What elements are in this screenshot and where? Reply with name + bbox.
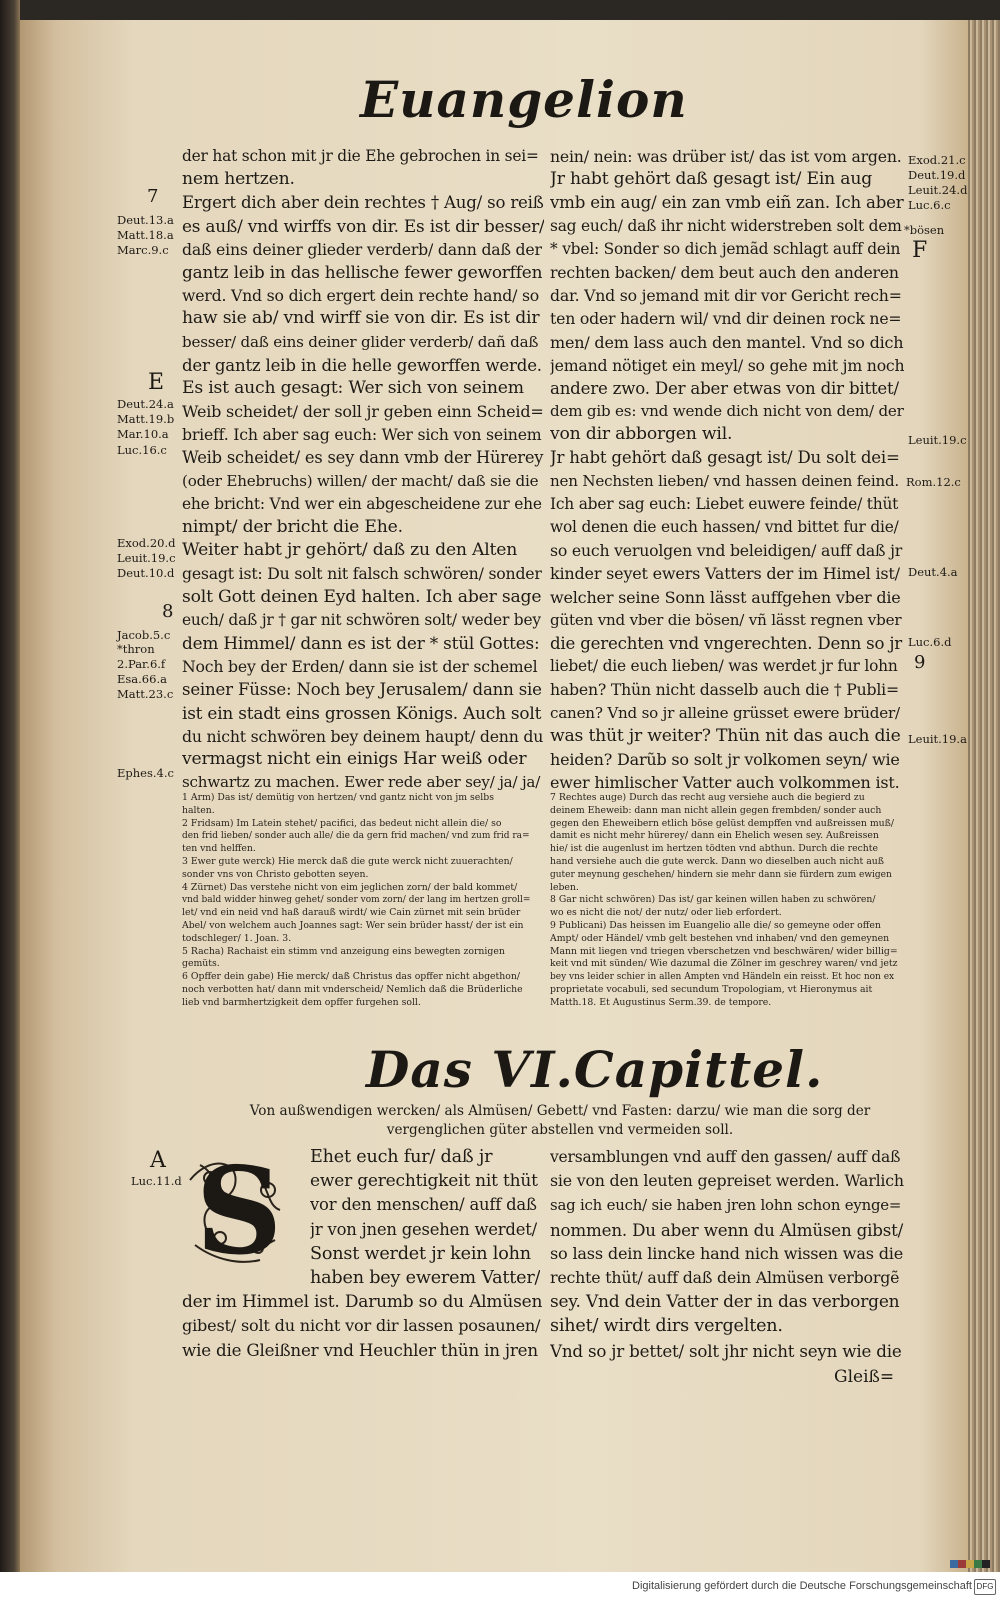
initial-letter: S	[195, 1141, 283, 1282]
margin-ref: Matt.23.c	[117, 687, 174, 701]
margin-ref: Leuit.19.c	[117, 551, 176, 565]
margin-letter-F: F	[912, 238, 928, 263]
text-line: euch/ daß jr † gar nit schwören solt/ weder bey	[182, 610, 541, 629]
margin-ref: Exod.21.c	[908, 153, 966, 167]
margin-ref: Rom.12.c	[906, 475, 961, 489]
scan-top-border	[0, 0, 1000, 20]
margin-ref: Exod.20.d	[117, 536, 176, 550]
text-line: Weiter habt jr gehört/ daß zu den Alten	[182, 540, 518, 561]
text-line: gantz leib in das hellische fewer geworffen	[182, 261, 543, 282]
text-line: die gerechten vnd vngerechten. Denn so jr	[550, 633, 903, 653]
text-line: Ich aber sag euch: Liebet euwere feinde/ thüt	[550, 494, 899, 513]
footnote-line: hie/ ist die augenlust im hertzen tödten vnd abthun. Durch die rechte	[550, 843, 879, 855]
text-line: canen? Vnd so jr alleine grüsset ewere brüder/	[550, 703, 900, 722]
text-line: jr von jnen gesehen werdet/	[310, 1219, 537, 1239]
text-line: nimpt/ der bricht die Ehe.	[182, 517, 403, 537]
text-line: haben? Thün nicht dasselb auch die † Publi=	[550, 680, 899, 700]
margin-note-9: 9	[914, 652, 926, 673]
text-line: sey. Vnd dein Vatter der in das verborgen	[550, 1292, 900, 1313]
margin-ref: Deut.4.a	[908, 565, 958, 579]
dfg-logo-icon: DFG	[974, 1579, 996, 1595]
footnote-line: ten vnd helffen.	[182, 843, 256, 855]
margin-ref: Luc.16.c	[117, 443, 167, 457]
margin-ref: Matt.18.a	[117, 228, 174, 242]
color-scale-icon	[950, 1560, 990, 1568]
text-line: Noch bey der Erden/ dann sie ist der schemel	[182, 657, 538, 677]
margin-ref: Luc.6.c	[908, 198, 951, 212]
margin-note-8: 8	[162, 601, 174, 622]
text-line: ewer gerechtigkeit nit thüt	[310, 1171, 538, 1192]
footnote-line: Abel/ von welchem auch Joannes sagt: Wer sein brüder hasst/ der ist ein	[182, 919, 524, 931]
footnote-line: sonder vns von Christo gebotten seyen.	[182, 868, 369, 880]
footnote-line: todschleger/ 1. Joan. 3.	[182, 932, 292, 944]
text-line: dar. Vnd so jemand mit dir vor Gericht rech=	[550, 286, 902, 306]
text-line: werd. Vnd so dich ergert dein rechte hand/ so	[182, 286, 540, 306]
text-line: haben bey ewerem Vatter/	[310, 1267, 540, 1288]
chapter-summary-line-1: Von außwendigen wercken/ als Almüsen/ Gebett/ vnd Fasten: darzu/ wie man die sorg der	[249, 1103, 871, 1119]
footnote-line: 2 Fridsam) Im Latein stehet/ pacifici, das bedeut nicht allein die/ so	[182, 817, 502, 829]
chapter-summary-line-2: vergenglichen güter abstellen vnd vermeiden soll.	[386, 1122, 734, 1138]
running-head: Euangelion	[360, 70, 688, 129]
margin-ref: Deut.24.a	[117, 397, 174, 411]
text-line: was thüt jr weiter? Thün nit das auch die	[550, 725, 901, 746]
text-line: rechten backen/ dem beut auch den anderen	[550, 262, 899, 282]
text-line: der im Himmel ist. Darumb so du Almüsen	[182, 1292, 542, 1312]
text-line: liebet/ die euch lieben/ was werdet jr fur lohn	[550, 657, 898, 676]
margin-ref: Marc.9.c	[117, 243, 169, 257]
footnote-line: hand versiehe auch die gute werck. Dann wo dieselben auch nicht auß	[550, 855, 884, 867]
text-line: so euch veruolgen vnd beleidigen/ auff daß jr	[550, 541, 903, 561]
text-line: sag ich euch/ sie haben jren lohn schon eynge=	[550, 1196, 902, 1215]
margin-note-7: 7	[147, 186, 159, 207]
text-column-left	[182, 145, 544, 794]
footnote-line: 8 Gar nicht schwören) Das ist/ gar keinen willen haben zu schwören/	[550, 894, 876, 906]
footnote-line: noch verbotten hat/ dann mit vnderscheid/ Nemlich daß die Brüderliche	[182, 983, 523, 995]
text-line: gesagt ist: Du solt nit falsch schwören/ sonder	[182, 564, 542, 584]
footnote-line: 4 Zürnet) Das verstehe nicht von eim jeglichen zorn/ der bald kommet/	[182, 881, 518, 893]
text-line: Es ist auch gesagt: Wer sich von seinem	[182, 377, 524, 398]
text-line: Jr habt gehört daß gesagt ist/ Du solt dei=	[550, 448, 900, 468]
margin-letter-E: E	[148, 370, 165, 395]
text-line: heiden? Darũb so solt jr volkomen seyn/ wie	[550, 749, 900, 769]
text-line: Weib scheidet/ der soll jr geben einn Scheid=	[182, 402, 544, 422]
text-line: sie von den leuten gepreiset werden. Warlich	[550, 1171, 904, 1191]
footnote-line: 9 Publicani) Das heissen im Euangelio alle die/ so gemeyne oder offen	[550, 919, 881, 931]
text-line: versamblungen vnd auff den gassen/ auff daß	[550, 1148, 901, 1166]
margin-ref: Jacob.5.c	[117, 628, 171, 642]
text-line: andere zwo. Der aber etwas von dir bittet/	[550, 378, 899, 398]
text-line: solt Gott deinen Eyd halten. Ich aber sage	[182, 586, 542, 607]
footnotes-left	[182, 792, 534, 1010]
text-line: Weib scheidet/ es sey dann vmb der Hürerey	[182, 448, 544, 468]
text-column-right	[550, 145, 904, 794]
footnote-line: keit vnd mit sünden/ Wie dazumal die Zölner im geschrey waren/ vnd jetz	[550, 958, 898, 970]
footnote-line: bey vns leider schier in allen Ampten vnd Händeln ein reisst. Et hoc non ex	[550, 972, 895, 983]
text-line: ist ein stadt eins grossen Königs. Auch solt	[182, 702, 542, 723]
footnote-line: 1 Arm) Das ist/ demütig von hertzen/ vnd gantz nicht von jm selbs	[182, 792, 495, 803]
text-line: wol denen die euch hassen/ vnd bittet fur die/	[550, 518, 899, 536]
text-line: dem gib es: vnd wende dich nicht von dem/ der	[550, 402, 904, 421]
footnote-line: gegen den Eheweibern etlich böse gelüst dempffen vnd außreissen muß/	[550, 817, 894, 829]
text-line: es auß/ vnd wirffs von dir. Es ist dir besser/	[182, 215, 544, 236]
text-line: nem hertzen.	[182, 169, 295, 190]
text-line: dem Himmel/ dann es ist der * stül Gottes:	[182, 632, 540, 653]
text-line: wie die Gleißner vnd Heuchler thün in jren	[182, 1340, 538, 1361]
text-line: ehe bricht: Vnd wer ein abgescheidene zur ehe	[182, 494, 542, 513]
text-line: Sonst werdet jr kein lohn	[310, 1243, 531, 1264]
margin-ref: 2.Par.6.f	[117, 657, 166, 671]
margin-ref: Matt.19.b	[117, 412, 175, 426]
text-line: sihet/ wirdt dirs vergelten.	[550, 1316, 783, 1337]
catchword: Gleiß=	[834, 1367, 895, 1387]
footer-credit: Digitalisierung gefördert durch die Deutsche Forschungsgemeinschaft	[632, 1580, 972, 1592]
text-line: kinder seyet ewers Vatters der im Himel ist/	[550, 564, 900, 584]
margin-ref: Deut.13.a	[117, 213, 174, 227]
margin-gloss: *bösen	[904, 223, 945, 237]
footnote-line: Matth.18. Et Augustinus Serm.39. de tempore.	[550, 996, 772, 1008]
text-line: Jr habt gehört daß gesagt ist/ Ein aug	[550, 169, 873, 190]
footnote-line: let/ vnd ein neid vnd haß darauß wirdt/ wie Cain zürnet mit sein brüder	[182, 907, 521, 919]
footnote-line: 3 Ewer gute werck) Hie merck daß die gute werck nicht zuuerachten/	[182, 855, 513, 867]
footnote-line: lieb vnd barmhertzigkeit dem opffer furgehen soll.	[182, 996, 421, 1008]
text-line: men/ dem lass auch den mantel. Vnd so dich	[550, 332, 904, 352]
footnote-line: gemüts.	[182, 958, 220, 970]
text-line: vor den menschen/ auff daß	[310, 1195, 537, 1215]
footnote-line: vnd bald widder hinweg gehet/ sonder vom zorn/ der lang im hertzen groll=	[182, 895, 531, 906]
margin-ref: Leuit.24.d	[908, 183, 968, 197]
footnote-line: wo es nicht die not/ der nutz/ oder lieb erfordert.	[550, 907, 782, 919]
text-line: rechte thüt/ auff daß dein Almüsen verborgẽ	[550, 1267, 900, 1287]
chapter6-text-right	[550, 1145, 904, 1363]
text-line: Ehet euch fur/ daß jr	[310, 1147, 493, 1167]
footnote-line: 6 Opffer dein gabe) Hie merck/ daß Christus das opffer nicht abgethon/	[182, 971, 520, 983]
text-line: daß eins deiner glieder verderb/ dann daß der	[182, 239, 542, 259]
book-binding-edge	[0, 0, 20, 1603]
footnote-line: leben.	[550, 881, 579, 893]
margin-gloss: *thron	[117, 642, 155, 656]
footnote-line: Mann mit liegen vnd triegen vberschetzen vnd beschwären/ wider billig=	[550, 945, 898, 957]
margin-ref: Luc.6.d	[908, 635, 952, 649]
text-line: welcher seine Sonn lässt auffgehen vber die	[550, 587, 901, 607]
footnote-line: halten.	[182, 804, 215, 816]
text-line: vermagst nicht ein einigs Har weiß oder	[182, 748, 527, 769]
text-line: nein/ nein: was drüber ist/ das ist vom argen.	[550, 147, 902, 166]
text-line: gibest/ solt du nicht vor dir lassen posaunen/	[182, 1316, 541, 1336]
text-line: besser/ daß eins deiner glider verderb/ dañ daß	[182, 332, 539, 351]
text-line: seiner Füsse: Noch bey Jerusalem/ dann sie	[182, 680, 542, 700]
margin-ref: Deut.19.d	[908, 168, 966, 182]
text-line: der gantz leib in die helle geworffen werde.	[182, 355, 542, 375]
text-line: (oder Ehebruchs) willen/ der macht/ daß sie die	[182, 471, 539, 490]
margin-ref: Luc.11.d	[131, 1174, 182, 1188]
footnote-line: damit es nicht mehr hürerey/ dann ein Ehelich wesen sey. Außreissen	[550, 830, 879, 842]
chapter-title: Das VI.Capittel.	[366, 1040, 824, 1099]
text-line: nen Nechsten lieben/ vnd hassen deinen feind.	[550, 471, 900, 490]
margin-ref: Leuit.19.c	[908, 433, 967, 447]
text-line: ewer himlischer Vatter auch volkommen ist.	[550, 773, 900, 793]
footnote-line: deinem Eheweib: dann man nicht allein gegen frembden/ sonder auch	[550, 804, 882, 816]
text-line: nommen. Du aber wenn du Almüsen gibst/	[550, 1219, 904, 1240]
text-line: schwartz zu machen. Ewer rede aber sey/ ja/ ja/	[182, 773, 541, 792]
footnote-line: Ampt/ oder Händel/ vmb gelt bestehen vnd inhaben/ vnd den gemeynen	[550, 932, 890, 944]
text-line: * vbel: Sonder so dich jemãd schlagt auff dein	[550, 239, 901, 258]
footnote-line: guter meynung geschehen/ hindern sie mehr dann sie fürdern zum ewigen	[550, 869, 892, 880]
margin-letter-A: A	[150, 1148, 166, 1173]
footnote-line: 5 Racha) Rachaist ein stimm vnd anzeigung eins bewegten zornigen	[182, 945, 505, 957]
text-line: sag euch/ daß ihr nicht widerstreben solt dem	[550, 216, 902, 235]
text-line: der hat schon mit jr die Ehe gebrochen in sei=	[182, 147, 539, 165]
chapter6-text-left-beside-initial	[310, 1145, 540, 1290]
decorated-initial	[180, 1141, 298, 1282]
text-line: haw sie ab/ vnd wirff sie von dir. Es ist dir	[182, 308, 540, 329]
text-line: vmb ein aug/ ein zan vmb eiñ zan. Ich aber	[550, 193, 904, 213]
page-stack-edge	[968, 20, 1000, 1572]
footnotes-right	[550, 792, 902, 1010]
margin-ref: Esa.66.a	[117, 672, 167, 686]
text-line: güten vnd vber die bösen/ vñ lässt regnen vber	[550, 610, 902, 629]
margin-ref: Leuit.19.a	[908, 732, 967, 746]
text-line: jemand nötiget ein meyl/ so gehe mit jm noch	[550, 355, 904, 375]
footnote-line: den frid lieben/ sonder auch alle/ die da gern frid machen/ vnd zum frid ra=	[182, 831, 530, 842]
text-line: du nicht schwören bey deinem haupt/ denn du	[182, 726, 544, 746]
text-line: ten oder hadern wil/ vnd dir deinen rock ne=	[550, 309, 902, 329]
text-line: brieff. Ich aber sag euch: Wer sich von seinem	[182, 425, 542, 445]
margin-ref: Ephes.4.c	[117, 766, 174, 780]
chapter6-text-left	[182, 1290, 542, 1363]
footnote-line: 7 Rechtes auge) Durch das recht aug versiehe auch die begierd zu	[550, 792, 865, 803]
text-line: Vnd so jr bettet/ solt jhr nicht seyn wie die	[550, 1340, 902, 1361]
text-line: so lass dein lincke hand nich wissen was die	[550, 1243, 904, 1263]
footnote-line: proprietate vocabuli, sed secundum Tropologiam, vt Hieronymus ait	[550, 983, 873, 995]
text-line: Ergert dich aber dein rechtes † Aug/ so reiß	[182, 193, 544, 213]
margin-ref: Mar.10.a	[117, 427, 169, 441]
text-line: von dir abborgen wil.	[550, 424, 733, 445]
margin-ref: Deut.10.d	[117, 566, 175, 580]
